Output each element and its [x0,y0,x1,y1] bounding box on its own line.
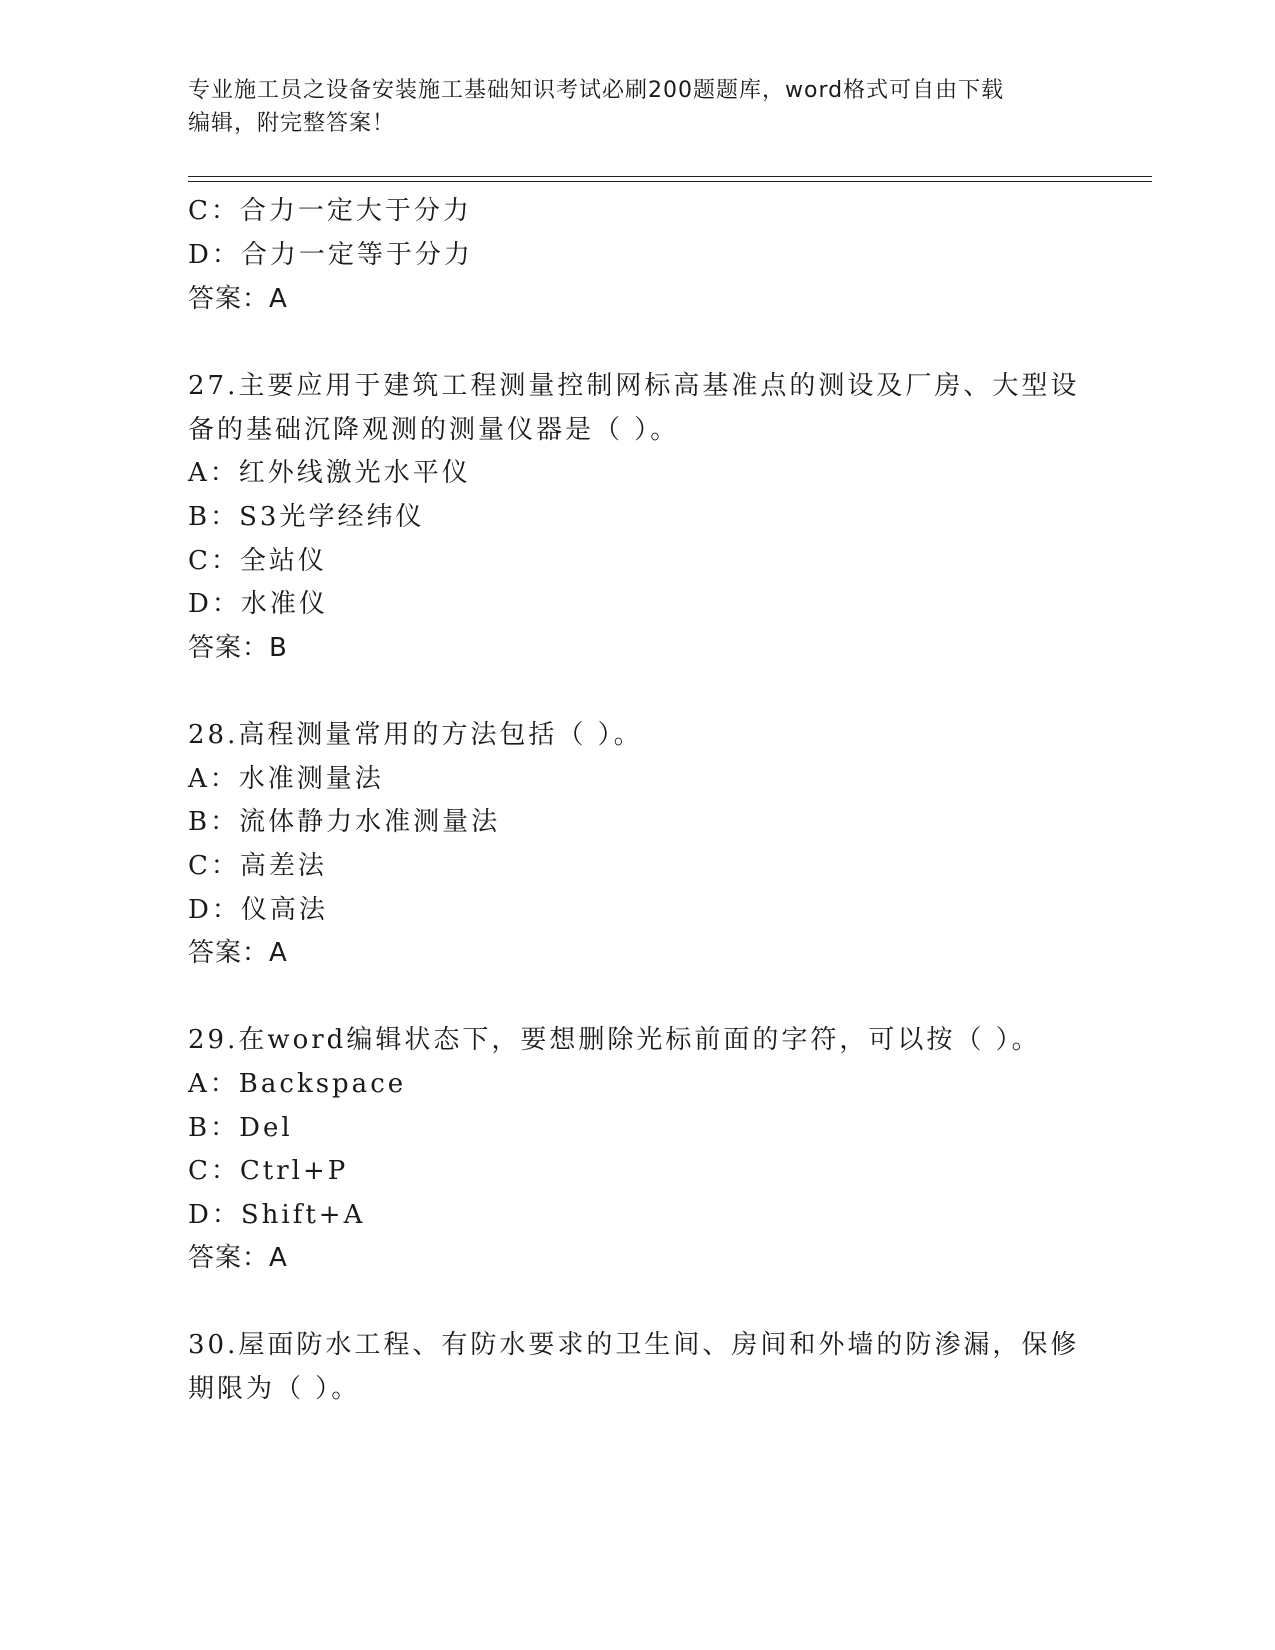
q30-stem-line-1: 30.屋面防水工程、有防水要求的卫生间、房间和外墙的防渗漏，保修 [188,1330,1080,1360]
q26-option-c: C：合力一定大于分力 [188,196,472,226]
q29-option-a: A：Backspace [188,1069,407,1099]
q26-answer: 答案：A [188,284,288,314]
q27-stem-line-1: 27.主要应用于建筑工程测量控制网标高基准点的测设及厂房、大型设 [188,371,1080,401]
q29-option-c: C：Ctrl+P [188,1156,349,1186]
q29-answer: 答案：A [188,1243,288,1273]
q28-option-a: A：水准测量法 [188,764,384,794]
header-rule-bottom [188,181,1152,182]
header-rule-top [188,176,1152,177]
q26-option-d: D：合力一定等于分力 [188,240,473,270]
header-title-line-2: 编辑，附完整答案！ [188,111,396,136]
q29-stem: 29.在word编辑状态下，要想删除光标前面的字符，可以按（ ）。 [188,1025,1041,1055]
q27-answer: 答案：B [188,633,288,663]
q27-stem-line-2: 备的基础沉降观测的测量仪器是（ ）。 [188,415,680,445]
q27-option-d: D：水准仪 [188,589,328,619]
q29-option-b: B：Del [188,1113,293,1143]
q27-option-a: A：红外线激光水平仪 [188,458,471,488]
q28-option-c: C：高差法 [188,851,327,881]
q30-stem-line-2: 期限为（ ）。 [188,1374,361,1404]
q28-answer: 答案：A [188,938,288,968]
q28-option-b: B：流体静力水准测量法 [188,807,501,837]
q27-option-c: C：全站仪 [188,546,327,576]
q29-option-d: D：Shift+A [188,1200,366,1230]
q28-stem: 28.高程测量常用的方法包括（ ）。 [188,720,643,750]
q27-option-b: B：S3光学经纬仪 [188,502,425,532]
document-header [188,74,1068,140]
header-title-line-1: 专业施工员之设备安装施工基础知识考试必刷200题题库，word格式可自由下载 [188,78,1005,103]
q28-option-d: D：仪高法 [188,895,328,925]
